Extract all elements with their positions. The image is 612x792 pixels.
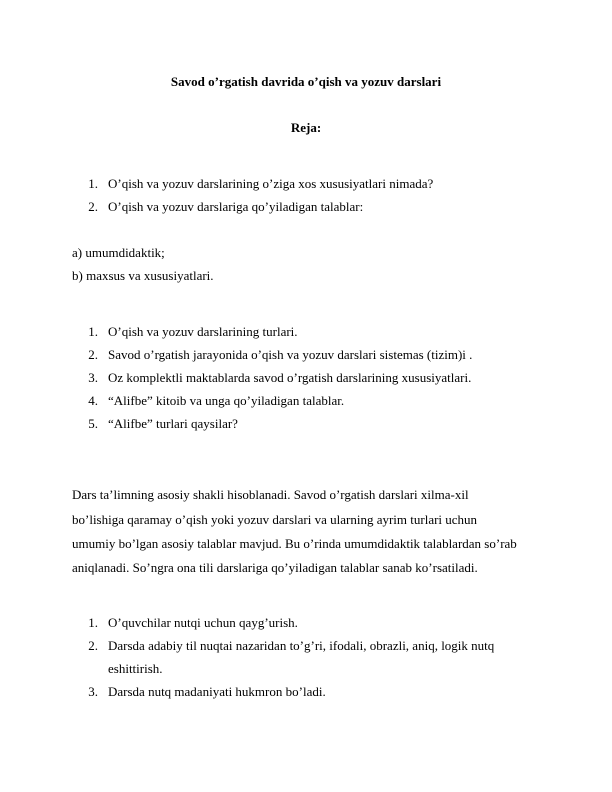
- paragraph-line: umumiy bo’lgan asosiy talablar mavjud. Bu o’rinda umumdidaktik talablardan so’rab: [72, 536, 517, 551]
- list-item-text: Darsda nutq madaniyati hukmron bo’ladi.: [108, 684, 326, 699]
- sub-item: a) umumdidaktik;: [72, 245, 165, 260]
- list-item-number: 5.: [88, 416, 98, 431]
- list-item-text: O’qish va yozuv darslarining o’ziga xos xususiyatlari nimada?: [108, 176, 434, 191]
- plan-heading: Reja:: [290, 120, 322, 135]
- list-item-number: 3.: [88, 370, 98, 385]
- list-item-text: O’qish va yozuv darslariga qo’yiladigan talablar:: [108, 199, 364, 214]
- list-item-number: 2.: [88, 638, 98, 653]
- list-item-number: 1.: [88, 324, 98, 339]
- list-item-number: 2.: [88, 347, 98, 362]
- list-item-number: 4.: [88, 393, 98, 408]
- list-item-number: 1.: [88, 615, 98, 630]
- list-item-number: 1.: [88, 176, 98, 191]
- paragraph-line: Dars ta’limning asosiy shakli hisoblanadi. Savod o’rgatish darslari xilma-xil: [72, 487, 469, 502]
- list-item-number: 3.: [88, 684, 98, 699]
- list-item-text-continued: eshittirish.: [108, 661, 163, 676]
- list-item-text: O’qish va yozuv darslarining turlari.: [108, 324, 298, 339]
- paragraph-line: aniqlanadi. So’ngra ona tili darslariga qo’yiladigan talablar sanab ko’rsatiladi.: [72, 560, 478, 575]
- list-item-text: “Alifbe” kitoib va unga qo’yiladigan talablar.: [108, 393, 345, 408]
- document-title: Savod o’rgatish davrida o’qish va yozuv darslari: [170, 74, 442, 89]
- list-item-number: 2.: [88, 199, 98, 214]
- list-item-text: Savod o’rgatish jarayonida o’qish va yozuv darslari sistemas (tizim)i .: [108, 347, 473, 362]
- list-item-text: O’quvchilar nutqi uchun qayg’urish.: [108, 615, 298, 630]
- list-item-text: Oz komplektli maktablarda savod o’rgatish darslarining xususiyatlari.: [108, 370, 472, 385]
- sub-item: b) maxsus va xususiyatlari.: [72, 268, 214, 283]
- list-item-text: “Alifbe” turlari qaysilar?: [108, 416, 238, 431]
- list-item-text: Darsda adabiy til nuqtai nazaridan to’g’ri, ifodali, obrazli, aniq, logik nutq: [108, 638, 495, 653]
- paragraph-line: bo’lishiga qaramay o’qish yoki yozuv darslari va ularning ayrim turlari uchun: [72, 512, 478, 527]
